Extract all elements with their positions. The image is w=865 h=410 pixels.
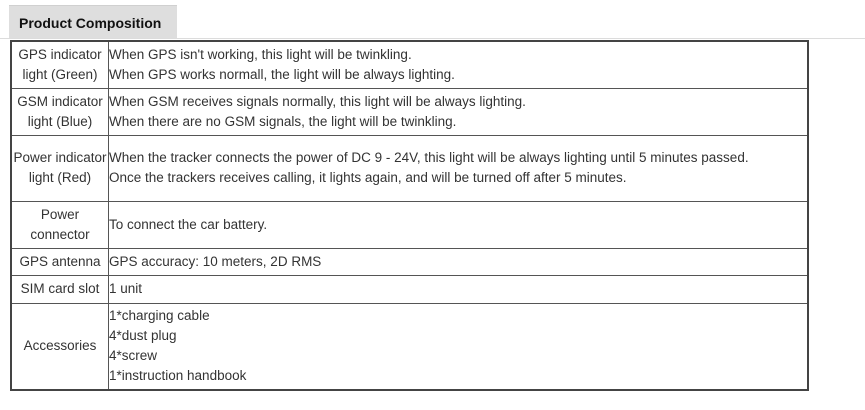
table-row <box>11 275 808 303</box>
table-row <box>11 135 808 201</box>
value-line: 1*instruction handbook <box>109 368 247 384</box>
tab-product-composition[interactable]: Product Composition <box>9 5 177 39</box>
row-label: GSM indicator light (Blue) <box>11 88 109 135</box>
value-line: To connect the car battery. <box>109 216 268 232</box>
value-line: When there are no GSM signals, the light will be twinkling. <box>109 113 457 129</box>
table-row <box>11 303 808 390</box>
value-line: Once the trackers receives calling, it lights again, and will be turned off after 5 minutes. <box>109 170 627 185</box>
value-line: When GPS isn't working, this light will be twinkling. <box>109 46 412 62</box>
row-label: Power indicator light (Red) <box>11 135 109 201</box>
value-line: 4*screw <box>109 348 158 364</box>
row-value <box>109 275 809 303</box>
row-label: GPS indicator light (Green) <box>11 41 109 88</box>
value-line: 1 unit <box>109 281 143 296</box>
value-line: When the tracker connects the power of DC 9 - 24V, this light will be always lighting until 5 minutes passed. <box>109 150 749 165</box>
value-line: When GPS works normall, the light will be always lighting. <box>109 66 455 82</box>
row-value <box>109 135 809 201</box>
row-value <box>109 41 809 88</box>
value-line: 4*dust plug <box>109 328 177 344</box>
table-row <box>11 248 808 275</box>
row-value <box>109 88 809 135</box>
row-value <box>109 201 809 248</box>
row-label: GPS antenna <box>11 248 109 275</box>
product-composition-table <box>10 40 809 391</box>
row-label: SIM card slot <box>11 275 109 303</box>
row-label: Power connector <box>11 201 109 248</box>
row-value <box>109 248 809 275</box>
value-line: When GSM receives signals normally, this light will be always lighting. <box>109 93 526 109</box>
value-line: GPS accuracy: 10 meters, 2D RMS <box>109 253 322 269</box>
value-line: 1*charging cable <box>109 308 210 324</box>
tab-divider <box>0 38 865 39</box>
tab-bar <box>0 0 865 38</box>
table-row <box>11 88 808 135</box>
row-value <box>109 303 809 390</box>
table-row <box>11 201 808 248</box>
row-label: Accessories <box>11 303 109 390</box>
table-row <box>11 41 808 88</box>
